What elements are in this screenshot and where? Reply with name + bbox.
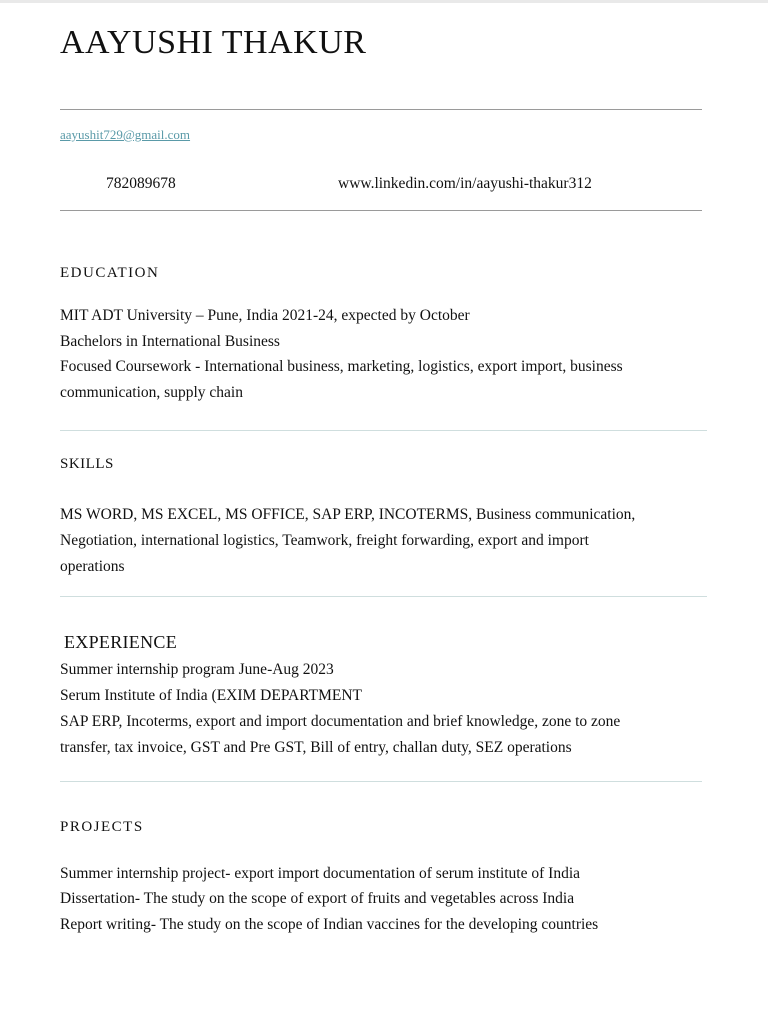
skills-heading: SKILLS — [60, 456, 114, 472]
education-line: Focused Coursework - International business, marketing, logistics, export import, business — [60, 358, 623, 375]
email-link[interactable]: aayushit729@gmail.com — [60, 127, 191, 142]
skills-line: Negotiation, international logistics, Teamwork, freight forwarding, export and import — [60, 532, 589, 549]
experience-heading: EXPERIENCE — [64, 632, 177, 652]
projects-heading: PROJECTS — [60, 819, 144, 835]
education-heading: EDUCATION — [60, 265, 160, 281]
skills-divider — [60, 596, 707, 597]
header-divider — [60, 109, 702, 110]
linkedin-url: www.linkedin.com/in/aayushi-thakur312 — [338, 175, 592, 192]
contact-divider — [60, 210, 702, 211]
experience-line: Summer internship program June-Aug 2023 — [60, 661, 334, 678]
phone-number: 782089678 — [106, 175, 176, 192]
projects-line: Report writing- The study on the scope of Indian vaccines for the developing countries — [60, 916, 599, 933]
experience-divider — [60, 781, 702, 782]
education-line: MIT ADT University – Pune, India 2021-24, expected by October — [60, 307, 470, 324]
projects-line: Dissertation- The study on the scope of export of fruits and vegetables across India — [60, 890, 575, 907]
education-line: communication, supply chain — [60, 384, 243, 401]
skills-line: MS WORD, MS EXCEL, MS OFFICE, SAP ERP, INCOTERMS, Business communication, — [60, 506, 636, 523]
candidate-name: AAYUSHI THAKUR — [60, 24, 367, 61]
experience-line: SAP ERP, Incoterms, export and import documentation and brief knowledge, zone to zone — [60, 713, 621, 730]
experience-line: Serum Institute of India (EXIM DEPARTMENT — [60, 687, 363, 704]
projects-line: Summer internship project- export import documentation of serum institute of India — [60, 865, 580, 882]
skills-line: operations — [60, 558, 125, 575]
education-line: Bachelors in International Business — [60, 333, 280, 350]
experience-line: transfer, tax invoice, GST and Pre GST, Bill of entry, challan duty, SEZ operations — [60, 739, 572, 756]
education-divider — [60, 430, 707, 431]
top-border — [0, 0, 768, 3]
